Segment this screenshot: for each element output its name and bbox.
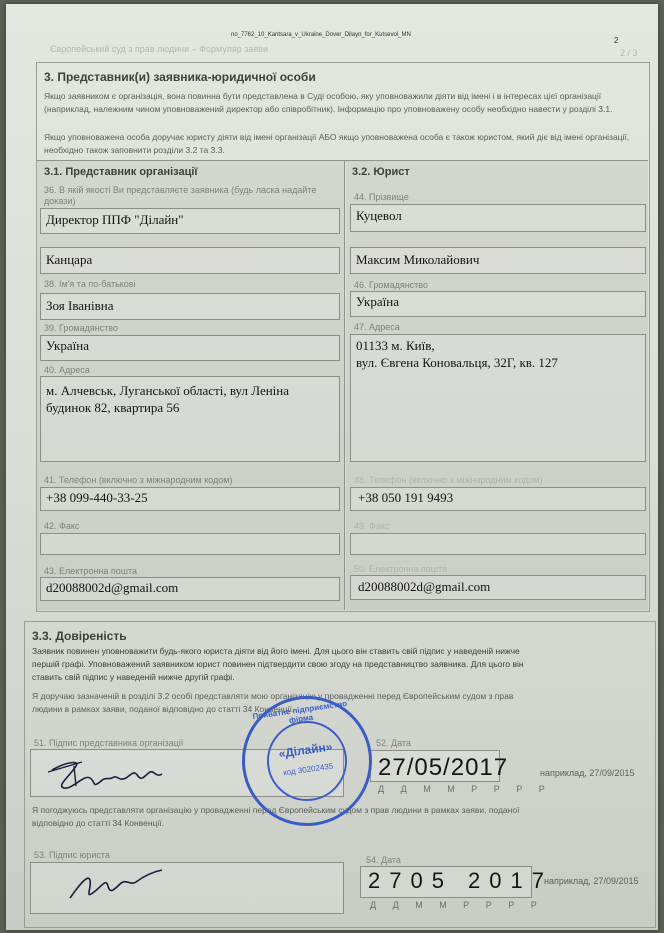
- s33-title: 3.3. Довіреність: [32, 629, 127, 643]
- s31-title: 3.1. Представник організації: [44, 166, 198, 178]
- f39-label: 39. Громадянство: [44, 323, 118, 333]
- f36-label: 36. В якій якості Ви представляєте заявника (будь ласка надайте докази): [44, 185, 317, 206]
- f52-example: наприклад, 27/09/2015: [540, 768, 635, 778]
- f40-label: 40. Адреса: [44, 365, 90, 375]
- f44-value: Куцевол: [356, 208, 402, 223]
- s33-text3-line2: відповідно до статті 34 Конвенції.: [32, 818, 165, 828]
- divider: [36, 160, 648, 161]
- s33-text3-line1: Я погоджуюсь представляти організацію у провадженні перед Європейським судом з прав людини в рамках заяви, поданої: [32, 805, 520, 815]
- f41-label: 41. Телефон (включно з міжнародним кодом): [44, 475, 233, 485]
- page-number: 2: [614, 36, 619, 45]
- f37-value: Канцара: [46, 252, 93, 267]
- lawyer-signature: [66, 864, 176, 908]
- f47-label: 47. Адреса: [354, 322, 400, 332]
- s33-text1-line2: першій графі. Уповноважений заявником юрист повинен підтвердити свою згоду на представництво заявника. Для цього він: [32, 659, 524, 669]
- column-divider: [344, 160, 345, 610]
- f43-label: 43. Електронна пошта: [44, 566, 138, 576]
- f38-value: Зоя Іванівна: [46, 298, 114, 313]
- f40-value-line2: будинок 82, квартира 56: [46, 400, 180, 415]
- f54-date-format: Д Д М М Р Р Р Р: [370, 900, 544, 910]
- f53-label: 53. Підпис юриста: [34, 850, 110, 860]
- form-page: [6, 4, 658, 930]
- f54-date-value: 2705 2017: [368, 868, 553, 893]
- stamp-name: «Ділайн»: [277, 739, 334, 761]
- f49-label: 49. Факс: [354, 521, 390, 531]
- s33-text1-line3: ставить свій підпис у наведеній нижче другій графі.: [32, 672, 235, 682]
- f52-date-value: 27/05/2017: [378, 754, 509, 781]
- f54-label: 54. Дата: [366, 855, 401, 865]
- f44-label: 44. Прізвище: [354, 192, 409, 202]
- file-name-header: no_7762_10_Kantsara_v_Ukraine_Dover_Dilayn_for_Kutsevol_MN: [231, 32, 411, 38]
- f36-value: Директор ППФ "Ділайн": [46, 212, 184, 227]
- f52-label: 52. Дата: [376, 738, 411, 748]
- f50-value: d20088002d@gmail.com: [358, 579, 491, 594]
- f54-example: наприклад, 27/09/2015: [544, 876, 639, 886]
- s33-text2-line1: Я доручаю зазначеній в розділі 3.2 особі представляти мою організацію у провадженні перед Європейським судом з прав: [32, 691, 514, 701]
- f40-value-line1: м. Алчевськ, Луганської області, вул Леніна: [46, 383, 290, 398]
- f46-label: 46. Громадянство: [354, 280, 428, 290]
- stamp-code: код 30202435: [282, 761, 334, 778]
- section3-intro-1: Якщо заявником є організація, вона повинна бути представлена в Суді особою, яку уповноважили діяти від імені і в інтересах цієї організації (наприклад, належним чином уповноважений директор або співробітник). Інформацію про уповноважену особу необхідно навести у розділі 3.1.: [44, 91, 613, 114]
- f42-label: 42. Факс: [44, 521, 80, 531]
- f41-value: +38 099-440-33-25: [46, 490, 148, 505]
- f43-value: d20088002d@gmail.com: [46, 580, 179, 595]
- f50-label: 50. Електронна пошта: [354, 564, 448, 574]
- f48-label: 48. Телефон (включно з міжнародним кодом): [354, 475, 543, 485]
- f42-field[interactable]: [40, 533, 340, 555]
- faint-heading: Європейський суд з прав людини – Формуляр заяви: [50, 44, 269, 54]
- f39-value: Україна: [46, 338, 89, 353]
- faint-page: 2 / 3: [620, 48, 638, 58]
- f47-value-line2: вул. Євгена Коновальця, 32Г, кв. 127: [356, 355, 558, 370]
- s33-text1-line1: Заявник повинен уповноважити будь-якого юриста діяти від його імені. Для цього він ставить свій підпис у наведеній нижче: [32, 646, 520, 656]
- s32-title: 3.2. Юрист: [352, 166, 410, 178]
- s33-text2-line2: людини в рамках заяви, поданої відповідно до статті 34 Конвенції.: [32, 704, 295, 714]
- f38-label: 38. Ім'я та по-батькові: [44, 279, 136, 289]
- f52-date-format: Д Д М М Р Р Р Р: [378, 784, 552, 794]
- representative-signature: [46, 752, 186, 794]
- f45-value: Максим Миколайович: [356, 252, 480, 267]
- section3-intro-2: Якщо уповноважена особа доручає юристу діяти від імені організації АБО якщо уповноважена особа є також юристом, який діє від імені організації, необхідно також заповнити розділи 3.2 та 3.3.: [44, 132, 630, 155]
- stamp-outer-text: Приватне підприємство фірма: [252, 698, 348, 726]
- f49-field[interactable]: [350, 533, 646, 555]
- f48-value: +38 050 191 9493: [358, 490, 454, 505]
- section3-title: 3. Представник(и) заявника-юридичної особи: [44, 70, 316, 84]
- f47-value-line1: 01133 м. Київ,: [356, 338, 435, 353]
- f46-value: Україна: [356, 294, 399, 309]
- f51-label: 51. Підпис представника організації: [34, 738, 184, 748]
